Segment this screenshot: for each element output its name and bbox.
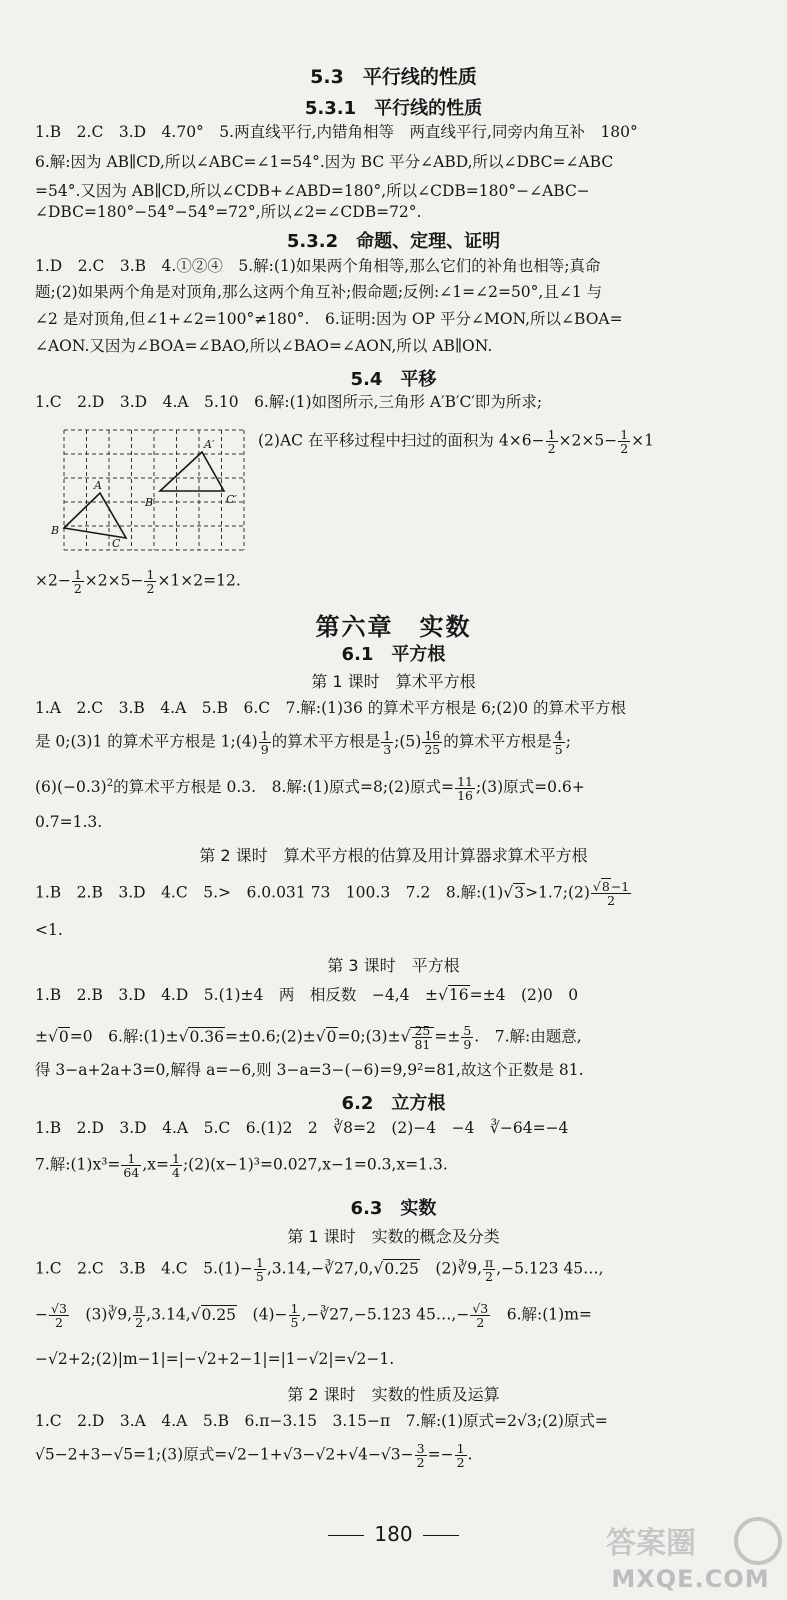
answer-line: 得 3−a+2a+3=0,解得 a=−6,则 3−a=3−(−6)=9,9²=81,故这个正数是 81. [35, 1061, 584, 1079]
chapter-title: 第六章 实数 [315, 613, 472, 641]
answer-line: ×2− $\frac{1}{2}$ ×2×5− $\frac{1}{2}$ ×1×2=12. [35, 567, 241, 596]
answer-line: 0.7=1.3. [35, 813, 103, 831]
fraction: $\frac{1}{2}$ [620, 427, 629, 456]
watermark-logo [598, 1515, 783, 1593]
subsection-title-5-3-2: 5.3.2 命题、定理、证明 [286, 231, 501, 252]
answer-line: 1.C 2.D 3.D 4.A 5.10 6.解:(1)如图所示,三角形 A′B′C′即为所求; [35, 393, 543, 411]
lesson-title: 第 3 课时 平方根 [327, 956, 460, 975]
section-title-6-3: 6.3 实数 [350, 1198, 437, 1219]
answer-line: √5−2+3−√5=1;(3)原式=√2−1+√3−√2+√4−√3− $\frac{3}{2}$ =− $\frac{1}{2}$ . [35, 1441, 473, 1470]
page-number: 180 [0, 1522, 787, 1546]
answer-line: =54°.又因为 AB∥CD,所以∠CDB+∠ABD=180°,所以∠CDB=180°−∠ABC− [35, 182, 590, 200]
translation-grid-figure [44, 428, 254, 554]
watermark-url: MXQE.COM [611, 1565, 770, 1593]
page-number-dash [423, 1535, 459, 1536]
answer-line: 1.B 2.D 3.D 4.A 5.C 6.(1)2 2 ∛8=2 (2)−4 −4 ∛−64=−4 [35, 1119, 569, 1137]
answer-line: 1.B 2.B 3.D 4.D 5.(1)±4 两 相反数 −4,4 ±√16=±4 (2)0 0 [35, 986, 579, 1004]
section-title-5-3: 5.3 平行线的性质 [310, 66, 477, 88]
answer-line: − $\frac{√3}{2}$ (3)∛9, $\frac{\pi}{2}$ ,3.14,√0.25 (4)− $\frac{1}{5}$ ,−∛27,−5.123 45…,− $\frac{√3}{2}$ 6.解:(1)m= [35, 1301, 592, 1330]
answer-line: 题;(2)如果两个角是对顶角,那么这两个角互补;假命题;反例:∠1=∠2=50°,且∠1 与 [35, 283, 603, 301]
answer-line: 7.解:(1)x³= $\frac{1}{64}$ ,x= $\frac{1}{4}$ ;(2)(x−1)³=0.027,x−1=0.3,x=1.3. [35, 1151, 448, 1180]
section-title-6-2: 6.2 立方根 [341, 1093, 446, 1114]
vertex-label-a: A [94, 479, 102, 492]
answer-line: 是 0;(3)1 的算术平方根是 1;(4) $\frac{1}{9}$ 的算术平方根是 $\frac{1}{3}$ ;(5) $\frac{16}{25}$ 的算术平方根是 $\frac{4}{5}$ ; [35, 728, 571, 757]
vertex-label-c-prime: C′ [226, 493, 237, 506]
answer-line: ∠AON.又因为∠BOA=∠BAO,所以∠BAO=∠AON,所以 AB∥ON. [35, 337, 493, 355]
answer-line: 1.B 2.B 3.D 4.C 5.> 6.0.031 73 100.3 7.2 8.解:(1)√3>1.7;(2) $\frac{√8-1}{2}$ [35, 879, 630, 908]
answer-line: ∠DBC=180°−54°−54°=72°,所以∠2=∠CDB=72°. [35, 203, 422, 221]
vertex-label-c: C [112, 537, 121, 550]
answer-line: 1.B 2.C 3.D 4.70° 5.两直线平行,内错角相等 两直线平行,同旁内角互补 180° [35, 123, 638, 141]
answer-line: 1.C 2.D 3.A 4.A 5.B 6.π−3.15 3.15−π 7.解:(1)原式=2√3;(2)原式= [35, 1412, 608, 1430]
subsection-title-5-3-1: 5.3.1 平行线的性质 [304, 98, 483, 119]
page-number-dash [328, 1535, 364, 1536]
lesson-title: 第 2 课时 算术平方根的估算及用计算器求算术平方根 [199, 846, 588, 865]
vertex-label-a-prime: A′ [204, 438, 215, 451]
answer-line: −√2+2;(2)|m−1|=|−√2+2−1|=|1−√2|=√2−1. [35, 1350, 395, 1368]
lesson-title: 第 1 课时 算术平方根 [311, 672, 476, 691]
vertex-label-b: B [51, 524, 60, 537]
lesson-title: 第 2 课时 实数的性质及运算 [287, 1385, 500, 1404]
answer-line: 1.C 2.C 3.B 4.C 5.(1)− $\frac{1}{5}$ ,3.14,−∛27,0,√0.25 (2)∛9, $\frac{\pi}{2}$ ,−5.123 45…, [35, 1255, 604, 1284]
lesson-title: 第 1 课时 实数的概念及分类 [287, 1227, 500, 1246]
answer-line: 1.A 2.C 3.B 4.A 5.B 6.C 7.解:(1)36 的算术平方根是 6;(2)0 的算术平方根 [35, 699, 626, 717]
section-title-5-4: 5.4 平移 [350, 369, 437, 390]
answer-line: <1. [35, 921, 63, 939]
answer-line: ∠2 是对顶角,但∠1+∠2=100°≠180°. 6.证明:因为 OP 平分∠MON,所以∠BOA= [35, 310, 623, 328]
answer-line: (2)AC 在平移过程中扫过的面积为 4×6− $\frac{1}{2}$ ×2×5− $\frac{1}{2}$ ×1 [258, 427, 655, 456]
watermark-main-text: 答案圈 [606, 1526, 696, 1561]
answer-line: ±√0=0 6.解:(1)±√0.36=±0.6;(2)±√0=0;(3)±√ $\frac{25}{81}$ =± $\frac{5}{9}$ . 7.解:由题意, [35, 1023, 582, 1052]
answer-line: 1.D 2.C 3.B 4.①②④ 5.解:(1)如果两个角相等,那么它们的补角也相等;真命 [35, 257, 601, 275]
answer-line: 6.解:因为 AB∥CD,所以∠ABC=∠1=54°.因为 BC 平分∠ABD,所以∠DBC=∠ABC [35, 153, 614, 171]
answer-line: $(6)(-0.3)^2$的算术平方根是 0.3. 8.解:(1)原式=8;(2)原式= $\frac{11}{16}$ ;(3)原式=0.6+ [35, 773, 585, 803]
fraction: $\frac{1}{2}$ [547, 427, 556, 456]
vertex-label-b-prime: B′ [145, 496, 156, 509]
section-title-6-1: 6.1 平方根 [341, 644, 446, 665]
